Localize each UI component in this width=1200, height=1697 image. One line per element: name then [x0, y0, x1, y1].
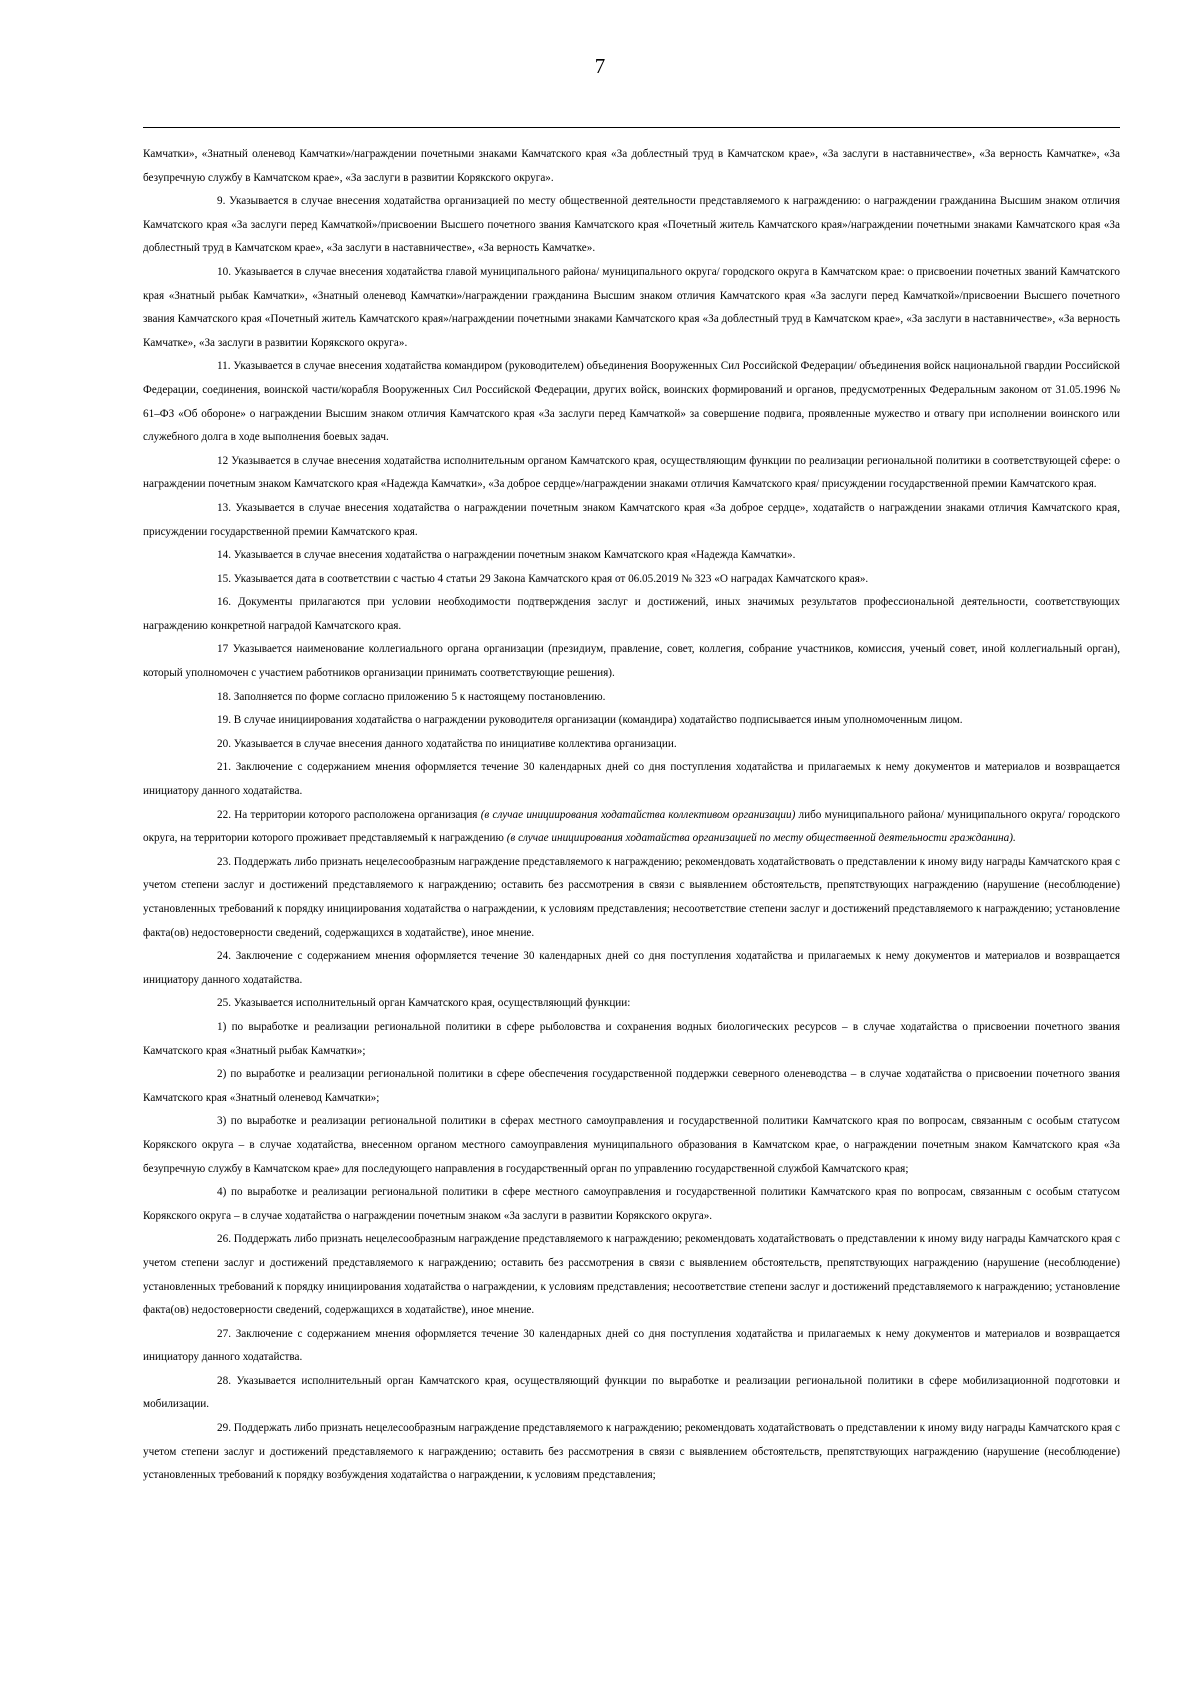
- paragraph-text: 3) по выработке и реализации региональной политики в сферах местного самоуправления и государственной политики Камчатского края по вопросам, связанным с особым статусом Корякского округа – в случае ходатайства, внесенном органом местного самоуправления муниципального образования в Камчатском крае, о награждении почетным знаком Камчатского края «За безупречную службу в Камчатском крае» для последующего направления в государственный орган по управлению государственной службой Камчатского края;: [143, 1115, 1120, 1175]
- paragraph: [143, 1063, 1120, 1110]
- paragraph: [143, 1323, 1120, 1370]
- paragraph-text: 21. Заключение с содержанием мнения оформляется течение 30 календарных дней со дня поступления ходатайства и прилагаемых к нему документов и материалов и возвращается инициатору данного ходатайства.: [143, 761, 1120, 798]
- paragraph: [143, 709, 1120, 733]
- paragraph: [143, 143, 1120, 190]
- paragraph: [143, 1417, 1120, 1488]
- paragraph-text: 1) по выработке и реализации региональной политики в сфере рыболовства и сохранения водных биологических ресурсов – в случае ходатайства о присвоении почетного звания Камчатского края «Знатный рыбак Камчатки»;: [143, 1020, 1120, 1057]
- paragraph-text: 15. Указывается дата в соответствии с частью 4 статьи 29 Закона Камчатского края от 06.05.2019 № 323 «О наградах Камчатского края».: [217, 572, 869, 585]
- paragraph: [143, 804, 1120, 851]
- paragraph: [143, 261, 1120, 355]
- paragraph-text: либо муниципального района/ муниципального округа/ городского округа, на территории которого проживает представляемый к награждению: [143, 808, 1120, 845]
- paragraph-text: 28. Указывается исполнительный орган Камчатского края, осуществляющий функции по выработке и реализации региональной политики в сфере мобилизационной подготовки и мобилизации.: [143, 1374, 1120, 1411]
- paragraph-text: 4) по выработке и реализации региональной политики в сфере местного самоуправления и государственной политики Камчатского края по вопросам, связанным с особым статусом Корякского округа – в случае ходатайства о награждении почетным знаком «За заслуги в развитии Корякского округа».: [143, 1186, 1120, 1222]
- paragraph-italic-text: (в случае инициирования ходатайства организацией по месту общественной деятельности гражданина).: [506, 832, 1016, 845]
- paragraph: [143, 756, 1120, 803]
- paragraph-text: 26. Поддержать либо признать нецелесообразным награждение представляемого к награждению; рекомендовать ходатайствовать о представлении к иному виду награды Камчатского края с учетом степени заслуг и достижений представляемого к награждению; оставить без рассмотрения в связи с выявлением обстоятельств, препятствующих награждению (нарушение (несоблюдение) установленных требований к порядку инициирования ходатайства о награждении, к условиям представления; несоответствие степени заслуг и достижений представляемого к награждению; установление факта(ов) недостоверности сведений, содержащихся в ходатайстве), иное мнение.: [143, 1233, 1120, 1317]
- paragraph-text: 19. В случае инициирования ходатайства о награждении руководителя организации (командира) ходатайство подписывается иным уполномоченным лицом.: [217, 714, 963, 727]
- paragraph-text: 23. Поддержать либо признать нецелесообразным награждение представляемого к награждению; рекомендовать ходатайствовать о представлении к иному виду награды Камчатского края с учетом степени заслуг и достижений представляемого к награждению; оставить без рассмотрения в связи с выявлением обстоятельств, препятствующих награждению (нарушение (несоблюдение) установленных требований к порядку инициирования ходатайства о награждении, к условиям представления; несоответствие степени заслуг и достижений представляемого к награждению; установление факта(ов) недостоверности сведений, содержащихся в ходатайстве), иное мнение.: [143, 855, 1120, 939]
- paragraph: [143, 1370, 1120, 1417]
- page-number: 7: [594, 54, 606, 78]
- paragraph: [143, 945, 1120, 992]
- document-body: [143, 143, 1120, 1488]
- header-rule: [143, 127, 1120, 128]
- paragraph: [143, 1228, 1120, 1322]
- paragraph-text: 29. Поддержать либо признать нецелесообразным награждение представляемого к награждению; рекомендовать ходатайствовать о представлении к иному виду награды Камчатского края с учетом степени заслуг и достижений представляемого к награждению; оставить без рассмотрения в связи с выявлением обстоятельств, препятствующих награждению (нарушение (несоблюдение) установленных требований к порядку возбуждения ходатайства о награждении, к условиям представления;: [143, 1422, 1120, 1482]
- paragraph-text: 16. Документы прилагаются при условии необходимости подтверждения заслуг и достижений, иных значимых результатов профессиональной деятельности, соответствующих награждению конкретной наградой Камчатского края.: [143, 596, 1120, 632]
- paragraph-text: 22. На территории которого расположена организация: [217, 808, 481, 821]
- paragraph: [143, 591, 1120, 638]
- paragraph-text: 13. Указывается в случае внесения ходатайства о награждении почетным знаком Камчатского края «За доброе сердце», ходатайств о награждении знаками отличия Камчатского края, присуждении государственной премии Камчатского края.: [143, 501, 1120, 538]
- paragraph: [143, 450, 1120, 497]
- paragraph: [143, 686, 1120, 710]
- paragraph-text: Камчатки», «Знатный оленевод Камчатки»/награждении почетными знаками Камчатского края «За доблестный труд в Камчатском крае», «За заслуги в наставничестве», «За верность Камчатке», «За безупречную службу в Камчатском крае», «За заслуги в развитии Корякского округа».: [143, 148, 1120, 184]
- paragraph-text: 18. Заполняется по форме согласно приложению 5 к настоящему постановлению.: [217, 690, 606, 703]
- paragraph-text: 11. Указывается в случае внесения ходатайства командиром (руководителем) объединения Вооруженных Сил Российской Федерации/ объединения войск национальной гвардии Российской Федерации, соединения, воинской части/корабля Вооруженных Сил Российской Федерации, других войск, воинских формирований и органов, предусмотренных Федеральным законом от 31.05.1996 № 61–ФЗ «Об обороне» о награждении Высшим знаком отличия Камчатского края «За заслуги перед Камчаткой» за совершение подвига, проявленные мужество и отвагу при исполнении воинского или служебного долга в ходе выполнения боевых задач.: [143, 360, 1120, 444]
- paragraph-text: 24. Заключение с содержанием мнения оформляется течение 30 календарных дней со дня поступления ходатайства и прилагаемых к нему документов и материалов и возвращается инициатору данного ходатайства.: [143, 950, 1120, 986]
- paragraph: [143, 544, 1120, 568]
- paragraph: [143, 733, 1120, 757]
- paragraph-text: 9. Указывается в случае внесения ходатайства организацией по месту общественной деятельности представляемого к награждению: о награждении гражданина Высшим знаком отличия Камчатского края «За заслуги перед Камчаткой»/присвоении Высшего почетного звания Камчатского края «Почетный житель Камчатского края»/награждении почетными знаками Камчатского края «За доблестный труд в Камчатском крае», «За заслуги в наставничестве», «За верность Камчатке».: [143, 195, 1120, 255]
- paragraph: [143, 638, 1120, 685]
- paragraph-text: 12 Указывается в случае внесения ходатайства исполнительным органом Камчатского края, осуществляющим функции по реализации региональной политики в соответствующей сфере: о награждении почетным знаком Камчатского края «Надежда Камчатки», «За доброе сердце»/награждении знаками отличия Камчатского края/ присуждении государственной премии Камчатского края.: [143, 454, 1120, 491]
- paragraph: [143, 992, 1120, 1016]
- paragraph-text: 17 Указывается наименование коллегиального органа организации (президиум, правление, совет, коллегия, собрание участников, комиссия, ученый совет, иной коллегиальный орган), который уполномочен с участием работников организации принимать соответствующие решения).: [143, 643, 1120, 680]
- paragraph-text: 20. Указывается в случае внесения данного ходатайства по инициативе коллектива организации.: [217, 737, 677, 750]
- paragraph: [143, 568, 1120, 592]
- paragraph-text: 14. Указывается в случае внесения ходатайства о награждении почетным знаком Камчатского края «Надежда Камчатки».: [217, 549, 796, 562]
- paragraph-italic-text: (в случае инициирования ходатайства коллективом организации): [480, 808, 796, 821]
- paragraph: [143, 190, 1120, 261]
- paragraph-text: 27. Заключение с содержанием мнения оформляется течение 30 календарных дней со дня поступления ходатайства и прилагаемых к нему документов и материалов и возвращается инициатору данного ходатайства.: [143, 1327, 1120, 1364]
- paragraph: [143, 355, 1120, 449]
- paragraph-text: 25. Указывается исполнительный орган Камчатского края, осуществляющий функции:: [217, 997, 631, 1010]
- paragraph: [143, 497, 1120, 544]
- paragraph: [143, 1110, 1120, 1181]
- paragraph-text: 2) по выработке и реализации региональной политики в сфере обеспечения государственной поддержки северного оленеводства – в случае ходатайства о присвоении почетного звания Камчатского края «Знатный оленевод Камчатки»;: [143, 1068, 1120, 1104]
- paragraph: [143, 1181, 1120, 1228]
- paragraph: [143, 1016, 1120, 1063]
- paragraph: [143, 851, 1120, 945]
- paragraph-text: 10. Указывается в случае внесения ходатайства главой муниципального района/ муниципального округа/ городского округа в Камчатском крае: о присвоении почетных званий Камчатского края «Знатный рыбак Камчатки», «Знатный оленевод Камчатки»/награждении гражданина Высшим знаком отличия Камчатского края «За заслуги перед Камчаткой»/присвоении Высшего почетного звания Камчатского края «Почетный житель Камчатского края»/награждении почетными знаками Камчатского края «За доблестный труд в Камчатском крае», «За заслуги в наставничестве», «За верность Камчатке», «За заслуги в развитии Корякского округа».: [143, 265, 1120, 349]
